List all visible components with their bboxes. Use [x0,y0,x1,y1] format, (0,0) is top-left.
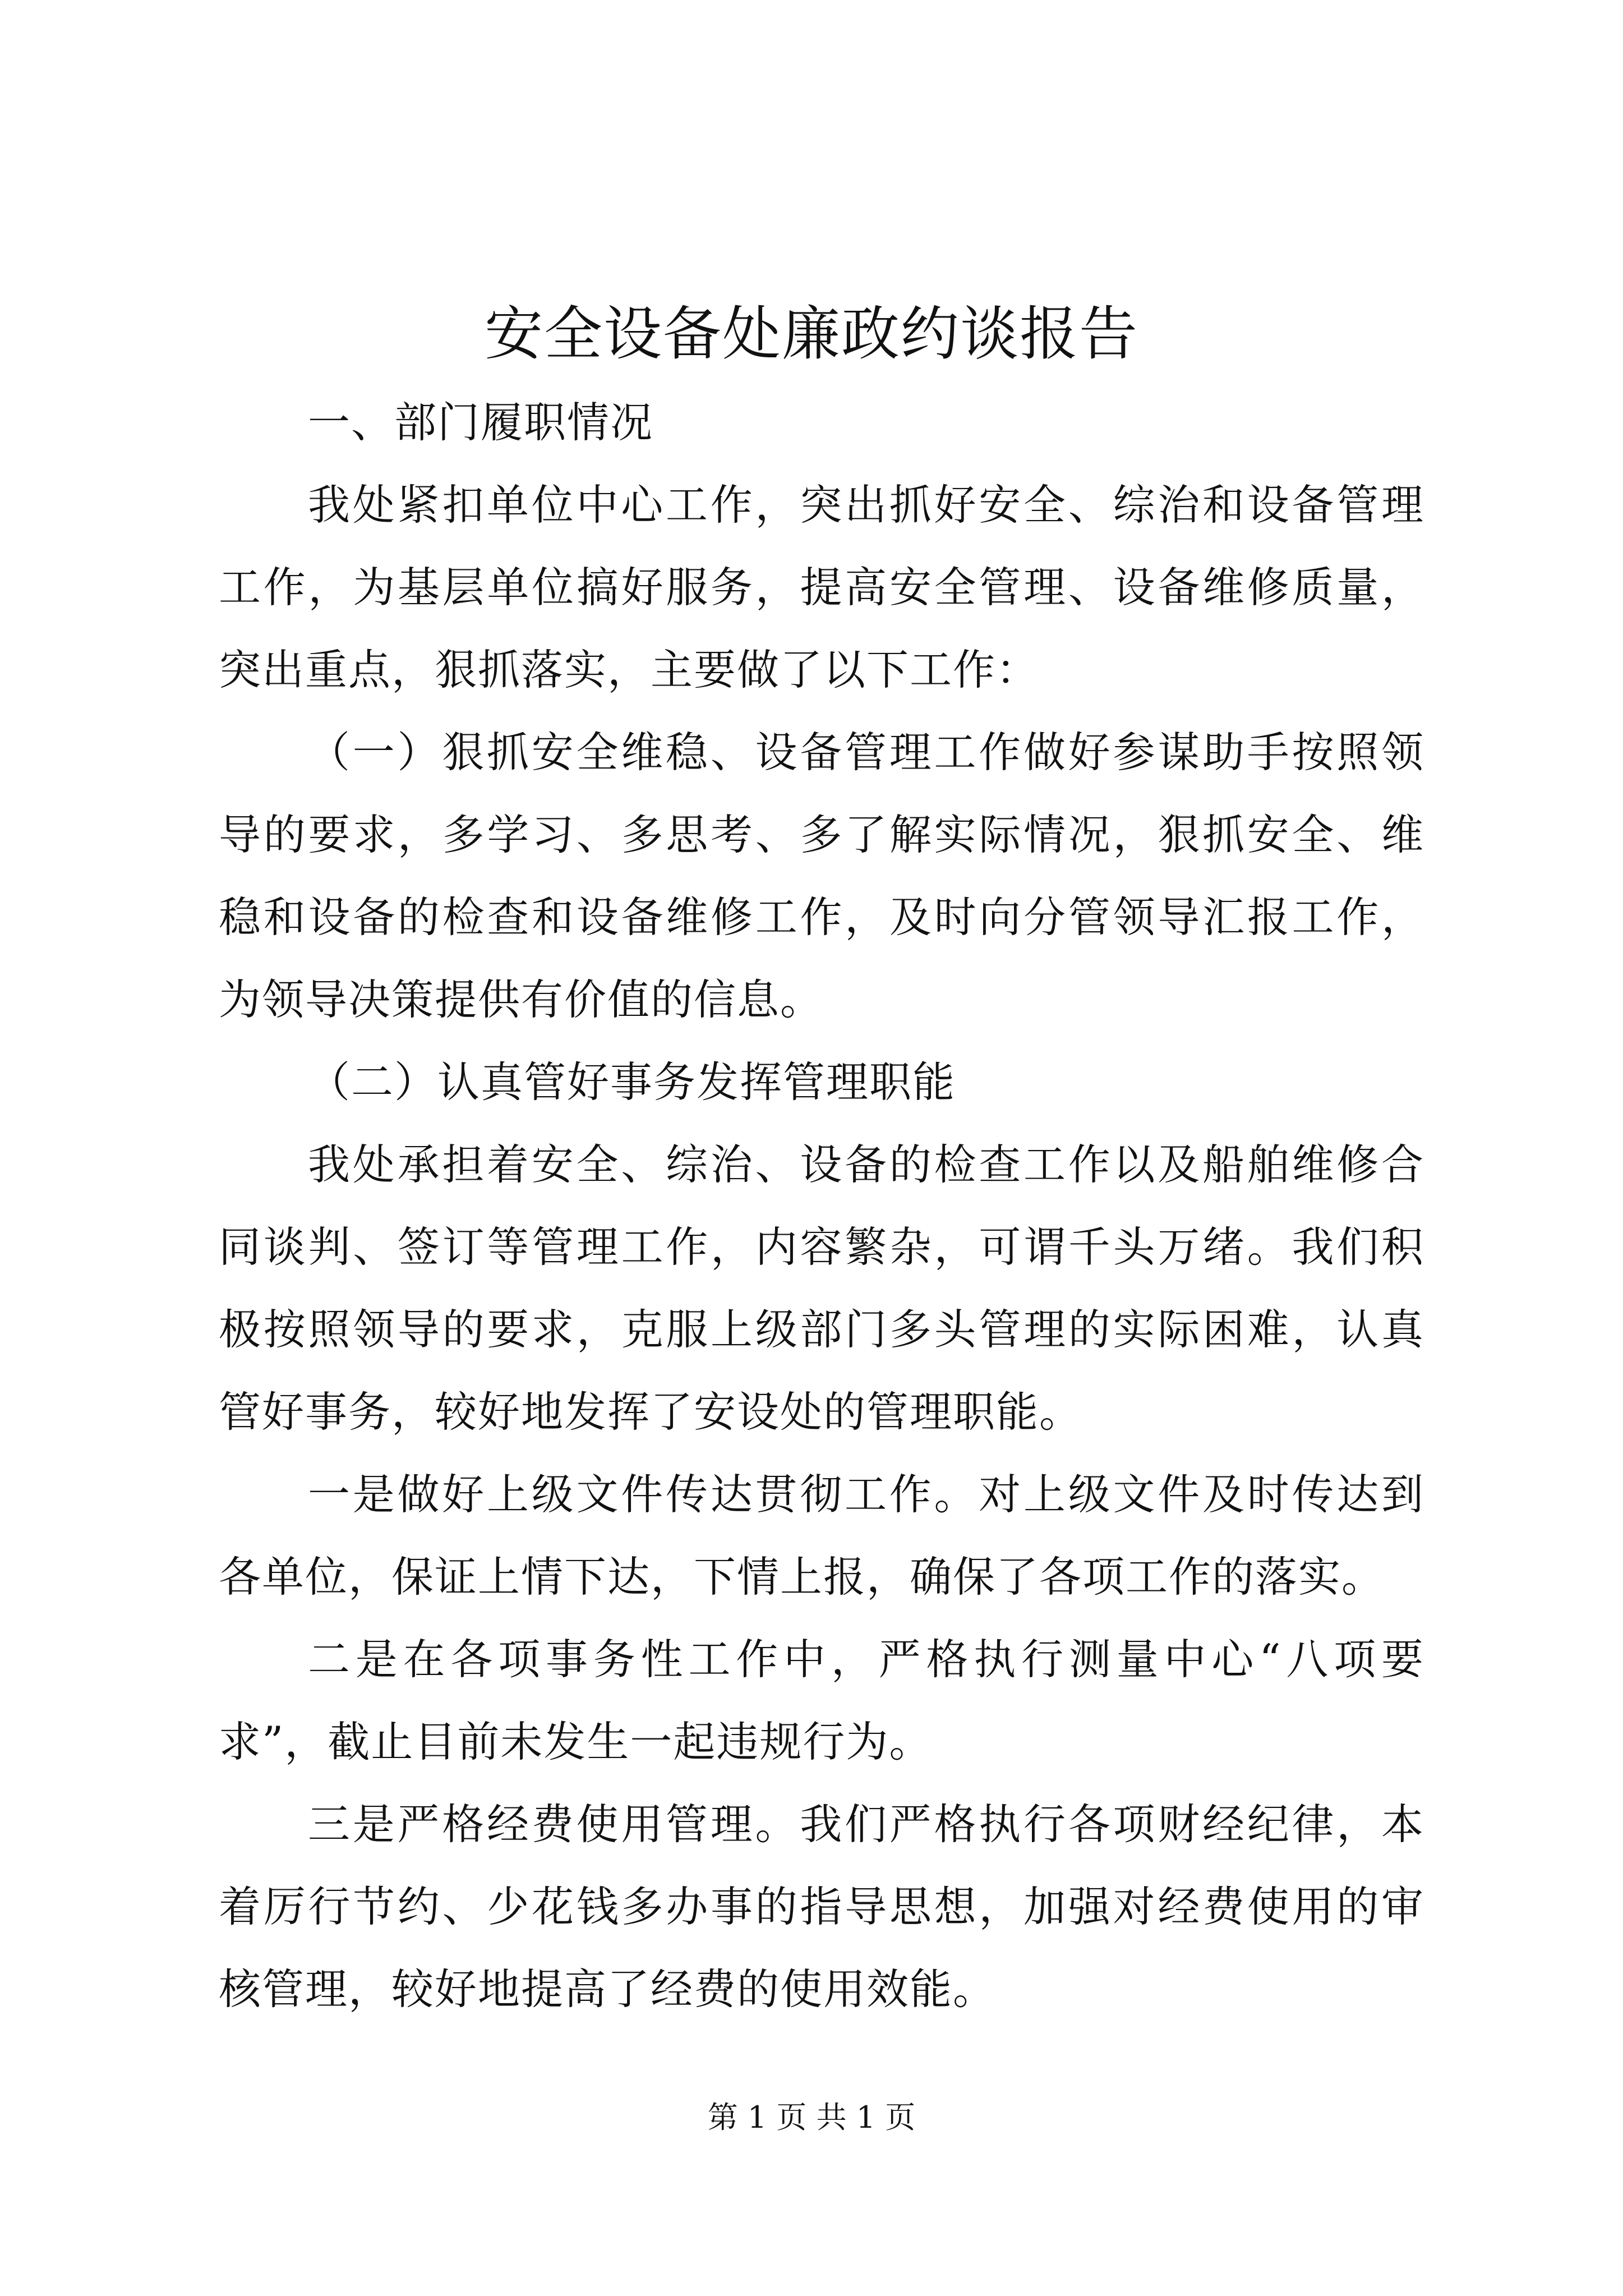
page-number-footer: 第 1 页 共 1 页 [707,2100,916,2135]
body-paragraph: 一是做好上级文件传达贯彻工作。对上级文件及时传达到各单位，保证上情下达，下情上报，确保了各项工作的落实。 [219,1470,1424,1602]
body-paragraph: 我处紧扣单位中心工作，突出抓好安全、综治和设备管理工作，为基层单位搞好服务，提高安全管理、设备维修质量，突出重点，狠抓落实，主要做了以下工作： [219,480,1424,694]
body-paragraph: （一）狠抓安全维稳、设备管理工作做好参谋助手按照领导的要求，多学习、多思考、多了解实际情况，狠抓安全、维稳和设备的检查和设备维修工作，及时向分管领导汇报工作，为领导决策提供有价值的信息。 [219,728,1424,1024]
document-body [219,381,1424,2031]
body-paragraph: 我处承担着安全、综治、设备的检查工作以及船舶维修合同谈判、签订等管理工作，内容繁杂，可谓千头万绪。我们积极按照领导的要求，克服上级部门多头管理的实际困难，认真管好事务，较好地发挥了安设处的管理职能。 [219,1140,1424,1437]
body-paragraph: 二是在各项事务性工作中，严格执行测量中心“八项要求”，截止目前未发生一起违规行为。 [219,1635,1424,1766]
body-paragraph: 三是严格经费使用管理。我们严格执行各项财经纪律，本着厉行节约、少花钱多办事的指导思想，加强对经费使用的审核管理，较好地提高了经费的使用效能。 [219,1800,1424,2014]
subsection-heading: （二）认真管好事务发挥管理职能 [308,1057,956,1107]
document-title: 安全设备处廉政约谈报告 [484,300,1138,368]
section-heading: 一、部门履职情况 [308,398,654,447]
